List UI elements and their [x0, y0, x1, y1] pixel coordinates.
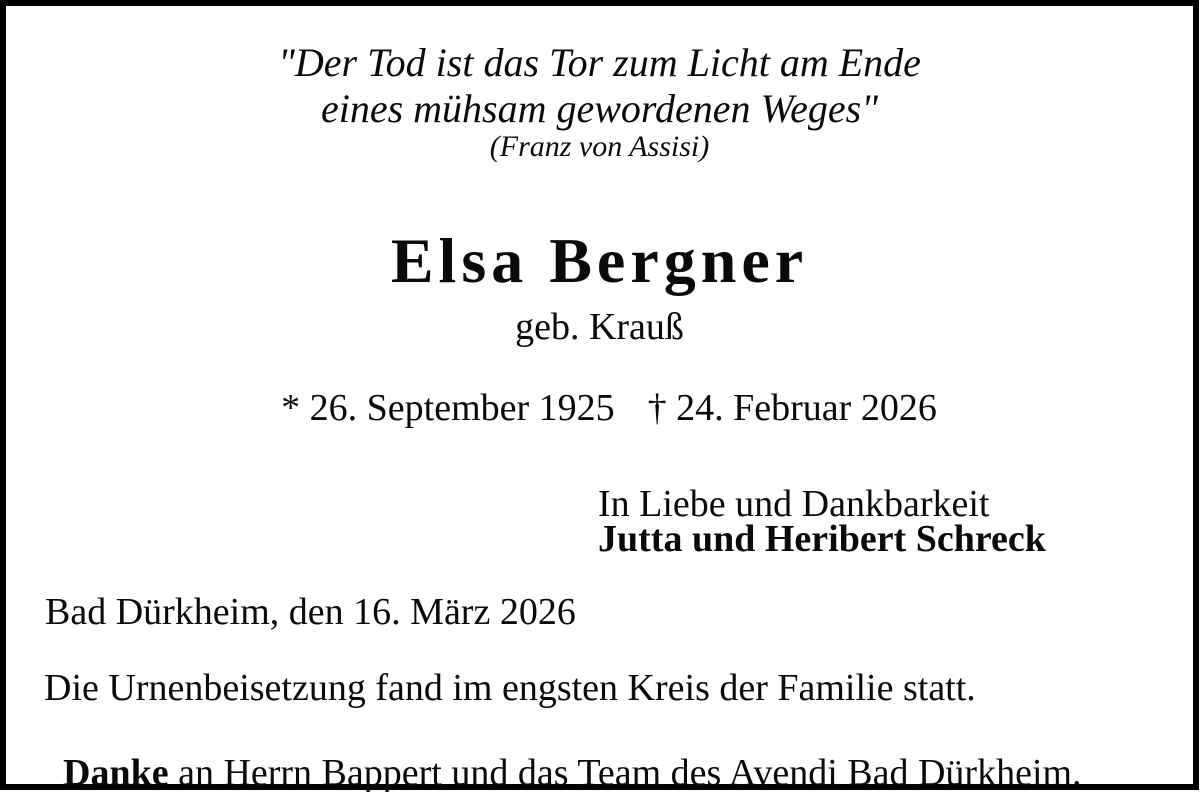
birth-date: * 26. September 1925 [281, 387, 615, 429]
closing-thanks-rest: an Herrn Bappert und das Team des Avendi Bad Dürkheim. [168, 752, 1082, 792]
deceased-birth-name: geb. Krauß [515, 306, 684, 348]
life-dates [0, 351, 1199, 427]
condolence-line: In Liebe und Dankbarkeit [598, 483, 990, 525]
deceased-name: Elsa Bergner [390, 225, 809, 296]
death-date: † 24. Februar 2026 [647, 387, 937, 429]
memorial-quote-line-1: "Der Tod ist das Tor zum Licht am Ende [278, 40, 921, 85]
mourners-names: Jutta und Heribert Schreck [598, 518, 1046, 560]
quote-attribution: (Franz von Assisi) [489, 130, 710, 163]
closing-line-1: Die Urnenbeisetzung fand im engsten Kreis der Familie statt. [44, 667, 976, 709]
closing-line-2 [44, 716, 1082, 792]
memorial-quote-line-2: eines mühsam gewordenen Weges" [320, 86, 879, 131]
closing-thanks-bold: Danke [63, 752, 169, 792]
place-and-date: Bad Dürkheim, den 16. März 2026 [45, 591, 576, 633]
